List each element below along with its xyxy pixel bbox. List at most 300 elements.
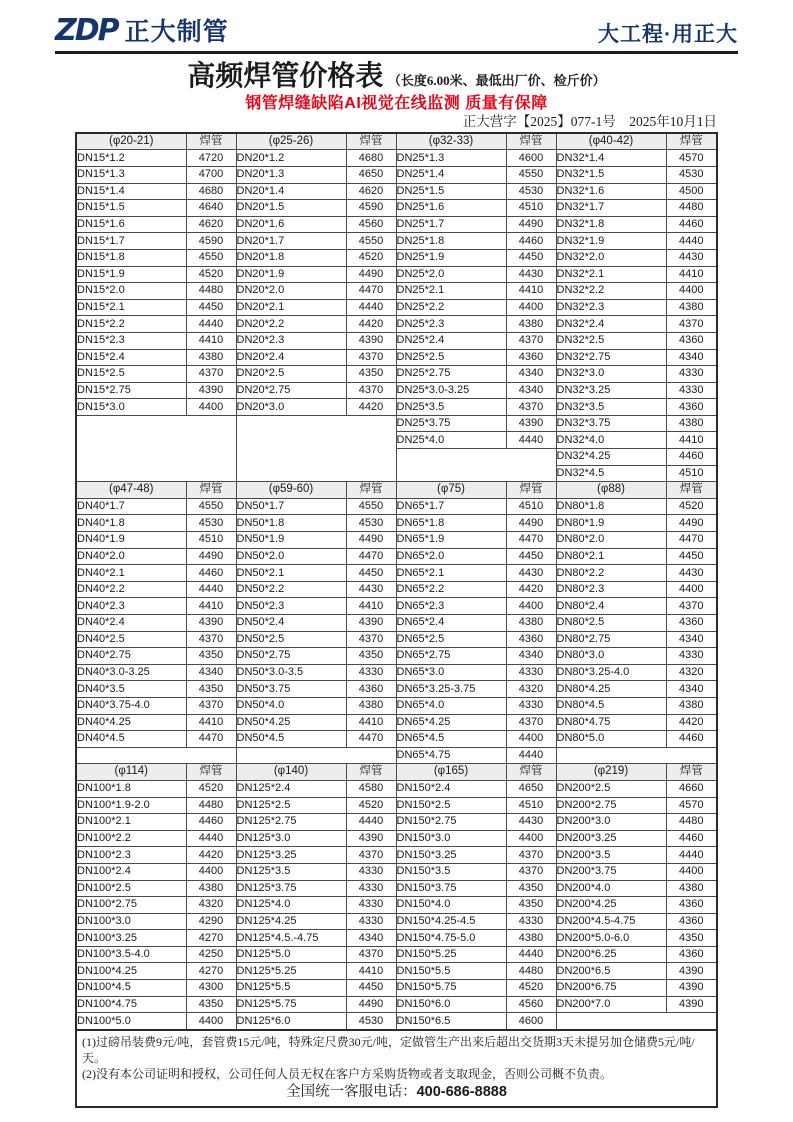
table-row	[76, 780, 717, 797]
spec-cell: DN65*2.0	[396, 548, 506, 565]
spec-cell: DN25*3.75	[396, 415, 506, 432]
spec-cell: DN65*2.1	[396, 565, 506, 582]
hotline-label: 全国统一客服电话：	[286, 1084, 417, 1101]
price-column-label: 焊管	[506, 482, 556, 499]
price-cell: 4530	[346, 1013, 396, 1030]
header-bar	[55, 13, 738, 54]
table-row	[76, 249, 717, 266]
table-row	[76, 697, 717, 714]
price-cell: 4510	[506, 200, 556, 217]
price-cell: 4430	[506, 266, 556, 283]
spec-cell: DN15*2.4	[76, 349, 186, 366]
spec-cell: DN50*4.0	[236, 697, 346, 714]
spec-cell: DN80*2.75	[556, 631, 666, 648]
table-row	[76, 200, 717, 217]
diameter-group-label: (φ32-33)	[396, 133, 506, 150]
price-cell: 4420	[346, 399, 396, 416]
price-cell: 4580	[346, 780, 396, 797]
price-cell: 4390	[666, 980, 717, 997]
spec-cell: DN200*3.0	[556, 814, 666, 831]
price-cell: 4400	[666, 283, 717, 300]
price-cell: 4360	[666, 913, 717, 930]
spec-cell: DN65*4.0	[396, 697, 506, 714]
spec-cell: DN200*5.0-6.0	[556, 930, 666, 947]
spec-cell: DN32*2.75	[556, 349, 666, 366]
price-cell: 4520	[346, 249, 396, 266]
price-cell: 4390	[666, 963, 717, 980]
spec-cell: DN200*2.5	[556, 780, 666, 797]
price-cell: 4320	[666, 664, 717, 681]
price-cell: 4520	[666, 498, 717, 515]
spec-cell: DN200*6.25	[556, 946, 666, 963]
company-logo	[55, 13, 229, 48]
spec-cell: DN25*2.2	[396, 299, 506, 316]
price-cell: 4300	[186, 980, 236, 997]
spec-cell: DN150*4.75-5.0	[396, 930, 506, 947]
price-cell: 4400	[506, 731, 556, 748]
price-cell: 4400	[666, 581, 717, 598]
price-cell: 4460	[666, 830, 717, 847]
spec-cell: DN25*2.5	[396, 349, 506, 366]
price-column-label: 焊管	[186, 482, 236, 499]
spec-cell: DN80*4.25	[556, 681, 666, 698]
price-cell: 4480	[666, 200, 717, 217]
spec-cell: DN25*2.0	[396, 266, 506, 283]
price-cell: 4430	[666, 565, 717, 582]
price-cell: 4410	[666, 432, 717, 449]
spec-cell: DN80*3.0	[556, 648, 666, 665]
price-cell: 4320	[506, 681, 556, 698]
price-cell: 4360	[666, 897, 717, 914]
spec-cell: DN200*3.5	[556, 847, 666, 864]
spec-cell: DN25*1.4	[396, 166, 506, 183]
spec-cell: DN25*1.8	[396, 233, 506, 250]
table-row	[76, 731, 717, 748]
spec-cell: DN25*2.75	[396, 366, 506, 383]
price-cell: 4360	[506, 349, 556, 366]
table-row	[76, 166, 717, 183]
price-cell: 4370	[506, 863, 556, 880]
price-cell: 4350	[186, 648, 236, 665]
spec-cell: DN125*4.25	[236, 913, 346, 930]
diameter-group-label: (φ47-48)	[76, 482, 186, 499]
price-cell: 4330	[346, 880, 396, 897]
price-cell: 4550	[186, 498, 236, 515]
table-row	[76, 913, 717, 930]
spec-cell: DN100*5.0	[76, 1013, 186, 1030]
spec-cell: DN50*2.75	[236, 648, 346, 665]
spec-cell: DN80*5.0	[556, 731, 666, 748]
price-cell: 4720	[186, 150, 236, 167]
spec-cell: DN200*2.75	[556, 797, 666, 814]
spec-cell: DN65*1.9	[396, 532, 506, 549]
spec-cell: DN25*1.6	[396, 200, 506, 217]
price-cell: 4340	[666, 349, 717, 366]
page-title-subtitle: （长度6.00米、最低出厂价、检斤价）	[387, 73, 606, 88]
spec-cell: DN65*2.3	[396, 598, 506, 615]
price-cell: 4400	[186, 399, 236, 416]
price-cell: 4680	[186, 183, 236, 200]
spec-cell: DN150*2.4	[396, 780, 506, 797]
price-cell: 4370	[506, 714, 556, 731]
spec-cell: DN65*2.4	[396, 615, 506, 632]
spec-cell: DN25*3.0-3.25	[396, 382, 506, 399]
spec-cell: DN40*2.4	[76, 615, 186, 632]
spec-cell: DN150*3.75	[396, 880, 506, 897]
diameter-group-label: (φ75)	[396, 482, 506, 499]
price-column-label: 焊管	[186, 764, 236, 781]
section-3-header-row	[76, 764, 717, 781]
spec-cell: DN50*4.25	[236, 714, 346, 731]
price-cell: 4410	[666, 266, 717, 283]
spec-cell: DN150*4.0	[396, 897, 506, 914]
price-cell: 4470	[186, 731, 236, 748]
note-line-2: (2)没有本公司证明和授权，公司任何人员无权在客户方采购货物或者支取现金，否则公司概不负责。	[82, 1067, 612, 1082]
spec-cell: DN50*2.4	[236, 615, 346, 632]
spec-cell: DN15*1.5	[76, 200, 186, 217]
table-row	[76, 980, 717, 997]
diameter-group-label: (φ40-42)	[556, 133, 666, 150]
price-cell: 4440	[346, 814, 396, 831]
price-cell: 4510	[666, 465, 717, 482]
price-cell: 4330	[506, 697, 556, 714]
price-cell: 4640	[186, 200, 236, 217]
spec-cell: DN20*2.5	[236, 366, 346, 383]
spec-cell: DN150*3.0	[396, 830, 506, 847]
empty-cell	[396, 449, 556, 482]
price-cell: 4370	[186, 697, 236, 714]
price-cell: 4600	[506, 150, 556, 167]
diameter-group-label: (φ25-26)	[236, 133, 346, 150]
spec-cell: DN100*2.3	[76, 847, 186, 864]
price-cell: 4340	[666, 631, 717, 648]
empty-cell	[76, 415, 236, 481]
diameter-group-label: (φ140)	[236, 764, 346, 781]
spec-cell: DN100*4.75	[76, 996, 186, 1013]
spec-cell: DN80*4.75	[556, 714, 666, 731]
price-cell: 4340	[506, 648, 556, 665]
spec-cell: DN100*2.5	[76, 880, 186, 897]
price-cell: 4560	[346, 216, 396, 233]
diameter-group-label: (φ165)	[396, 764, 506, 781]
spec-cell: DN125*5.0	[236, 946, 346, 963]
spec-cell: DN50*2.2	[236, 581, 346, 598]
price-cell: 4380	[186, 349, 236, 366]
price-cell: 4390	[346, 830, 396, 847]
price-cell: 4370	[506, 399, 556, 416]
price-cell: 4400	[506, 598, 556, 615]
price-cell: 4410	[346, 598, 396, 615]
price-cell: 4380	[506, 316, 556, 333]
table-row	[76, 183, 717, 200]
logo-zdp-mark: ZDP	[55, 13, 118, 48]
price-cell: 4450	[346, 565, 396, 582]
price-cell: 4290	[186, 913, 236, 930]
spec-cell: DN150*5.75	[396, 980, 506, 997]
price-cell: 4440	[186, 316, 236, 333]
spec-cell: DN50*2.5	[236, 631, 346, 648]
spec-cell: DN32*1.4	[556, 150, 666, 167]
spec-cell: DN32*3.5	[556, 399, 666, 416]
spec-cell: DN80*2.2	[556, 565, 666, 582]
price-cell: 4650	[506, 780, 556, 797]
price-cell: 4340	[506, 382, 556, 399]
price-column-label: 焊管	[346, 764, 396, 781]
price-cell: 4400	[506, 830, 556, 847]
table-row	[76, 664, 717, 681]
price-cell: 4450	[186, 299, 236, 316]
price-cell: 4370	[506, 847, 556, 864]
spec-cell: DN15*1.7	[76, 233, 186, 250]
spec-cell: DN40*1.8	[76, 515, 186, 532]
table-row	[76, 548, 717, 565]
diameter-group-label: (φ20-21)	[76, 133, 186, 150]
spec-cell: DN20*2.4	[236, 349, 346, 366]
spec-cell: DN100*2.2	[76, 830, 186, 847]
spec-cell: DN25*2.3	[396, 316, 506, 333]
spec-cell: DN100*2.4	[76, 863, 186, 880]
table-row	[76, 216, 717, 233]
price-cell: 4420	[666, 714, 717, 731]
spec-cell: DN40*4.25	[76, 714, 186, 731]
price-cell: 4570	[666, 797, 717, 814]
spec-cell: DN125*3.5	[236, 863, 346, 880]
price-cell: 4450	[506, 249, 556, 266]
price-cell: 4250	[186, 946, 236, 963]
spec-cell: DN125*4.0	[236, 897, 346, 914]
price-cell: 4360	[666, 399, 717, 416]
price-cell: 4440	[506, 946, 556, 963]
table-row	[76, 399, 717, 416]
spec-cell: DN100*1.8	[76, 780, 186, 797]
spec-cell: DN150*2.5	[396, 797, 506, 814]
table-row	[76, 150, 717, 167]
price-table	[75, 132, 718, 1031]
price-cell: 4360	[506, 631, 556, 648]
table-row	[76, 631, 717, 648]
price-cell: 4480	[186, 797, 236, 814]
price-cell: 4370	[666, 598, 717, 615]
price-cell: 4330	[346, 863, 396, 880]
price-cell: 4560	[506, 996, 556, 1013]
price-cell: 4410	[186, 714, 236, 731]
spec-cell: DN15*2.75	[76, 382, 186, 399]
spec-cell: DN32*2.0	[556, 249, 666, 266]
price-cell: 4350	[186, 996, 236, 1013]
price-cell: 4530	[186, 515, 236, 532]
spec-cell: DN40*2.0	[76, 548, 186, 565]
spec-cell: DN65*1.7	[396, 498, 506, 515]
spec-cell: DN150*2.75	[396, 814, 506, 831]
price-column-label: 焊管	[666, 764, 717, 781]
spec-cell: DN32*1.7	[556, 200, 666, 217]
price-cell: 4390	[346, 332, 396, 349]
spec-cell: DN40*3.75-4.0	[76, 697, 186, 714]
spec-cell: DN80*1.9	[556, 515, 666, 532]
price-cell: 4480	[186, 283, 236, 300]
spec-cell: DN50*1.7	[236, 498, 346, 515]
spec-cell: DN80*2.3	[556, 581, 666, 598]
spec-cell: DN25*2.4	[396, 332, 506, 349]
spec-cell: DN20*1.6	[236, 216, 346, 233]
spec-cell: DN32*2.1	[556, 266, 666, 283]
price-cell: 4520	[186, 780, 236, 797]
spec-cell: DN25*1.7	[396, 216, 506, 233]
price-cell: 4270	[186, 963, 236, 980]
spec-cell: DN32*4.5	[556, 465, 666, 482]
spec-cell: DN50*1.8	[236, 515, 346, 532]
price-cell: 4460	[666, 216, 717, 233]
table-row	[76, 681, 717, 698]
price-cell: 4550	[186, 249, 236, 266]
price-cell: 4420	[186, 847, 236, 864]
spec-cell: DN125*4.5.-4.75	[236, 930, 346, 947]
spec-cell: DN100*3.0	[76, 913, 186, 930]
price-cell: 4330	[506, 913, 556, 930]
table-row	[76, 266, 717, 283]
price-cell: 4510	[506, 797, 556, 814]
table-row	[76, 847, 717, 864]
price-column-label: 焊管	[666, 133, 717, 150]
price-cell: 4450	[666, 548, 717, 565]
spec-cell: DN65*4.5	[396, 731, 506, 748]
spec-cell: DN40*1.9	[76, 532, 186, 549]
price-cell: 4380	[666, 697, 717, 714]
price-cell: 4440	[506, 747, 556, 764]
page-title: 高频焊管价格表	[187, 61, 384, 92]
price-cell: 4380	[346, 697, 396, 714]
price-cell: 4410	[186, 332, 236, 349]
spec-cell: DN25*4.0	[396, 432, 506, 449]
spec-cell: DN25*1.9	[396, 249, 506, 266]
price-cell: 4460	[506, 233, 556, 250]
spec-cell: DN200*7.0	[556, 996, 666, 1013]
spec-cell: DN15*2.3	[76, 332, 186, 349]
price-cell: 4530	[346, 515, 396, 532]
price-cell: 4350	[346, 366, 396, 383]
spec-cell: DN100*1.9-2.0	[76, 797, 186, 814]
spec-cell: DN150*6.5	[396, 1013, 506, 1030]
spec-cell: DN15*1.2	[76, 150, 186, 167]
spec-cell: DN150*3.25	[396, 847, 506, 864]
spec-cell: DN100*4.5	[76, 980, 186, 997]
spec-cell: DN65*1.8	[396, 515, 506, 532]
price-column-label: 焊管	[346, 133, 396, 150]
table-row	[76, 747, 717, 764]
spec-cell: DN40*3.0-3.25	[76, 664, 186, 681]
price-cell: 4460	[666, 449, 717, 466]
table-row	[76, 498, 717, 515]
price-cell: 4350	[346, 648, 396, 665]
price-cell: 4370	[346, 946, 396, 963]
price-cell: 4340	[506, 366, 556, 383]
spec-cell: DN50*1.9	[236, 532, 346, 549]
table-row	[76, 581, 717, 598]
spec-cell: DN125*5.25	[236, 963, 346, 980]
price-cell: 4330	[346, 664, 396, 681]
price-column-label: 焊管	[506, 764, 556, 781]
price-cell: 4350	[666, 930, 717, 947]
spec-cell: DN65*3.0	[396, 664, 506, 681]
spec-cell: DN20*1.7	[236, 233, 346, 250]
price-cell: 4410	[506, 283, 556, 300]
price-cell: 4370	[346, 382, 396, 399]
price-cell: 4370	[666, 316, 717, 333]
table-row	[76, 714, 717, 731]
spec-cell: DN150*3.5	[396, 863, 506, 880]
spec-cell: DN200*4.0	[556, 880, 666, 897]
price-cell: 4440	[186, 581, 236, 598]
price-cell: 4440	[666, 233, 717, 250]
price-cell: 4370	[346, 631, 396, 648]
spec-cell: DN125*5.75	[236, 996, 346, 1013]
spec-cell: DN150*6.0	[396, 996, 506, 1013]
price-cell: 4400	[666, 863, 717, 880]
spec-cell: DN65*3.25-3.75	[396, 681, 506, 698]
spec-cell: DN20*1.4	[236, 183, 346, 200]
price-cell: 4490	[506, 515, 556, 532]
price-cell: 4450	[506, 548, 556, 565]
spec-cell: DN25*1.3	[396, 150, 506, 167]
price-cell: 4360	[666, 946, 717, 963]
spec-cell: DN15*2.0	[76, 283, 186, 300]
section-2-header-row	[76, 482, 717, 499]
spec-cell: DN100*2.1	[76, 814, 186, 831]
table-row	[76, 963, 717, 980]
spec-cell: DN20*1.9	[236, 266, 346, 283]
spec-cell: DN80*3.25-4.0	[556, 664, 666, 681]
spec-cell: DN125*2.75	[236, 814, 346, 831]
price-cell: 4440	[186, 830, 236, 847]
price-column-label: 焊管	[186, 133, 236, 150]
hotline-line	[82, 1084, 711, 1101]
table-row	[76, 332, 717, 349]
spec-cell: DN200*4.5-4.75	[556, 913, 666, 930]
price-cell: 4370	[346, 847, 396, 864]
spec-cell: DN80*4.5	[556, 697, 666, 714]
price-cell: 4510	[186, 532, 236, 549]
price-column-label: 焊管	[346, 482, 396, 499]
price-cell: 4440	[506, 432, 556, 449]
spec-cell: DN15*1.8	[76, 249, 186, 266]
spec-cell: DN20*2.0	[236, 283, 346, 300]
spec-cell: DN150*5.25	[396, 946, 506, 963]
price-cell: 4570	[666, 150, 717, 167]
price-table-body	[76, 133, 717, 1030]
spec-cell: DN50*4.5	[236, 731, 346, 748]
spec-cell: DN25*1.5	[396, 183, 506, 200]
spec-cell: DN32*2.2	[556, 283, 666, 300]
spec-cell: DN15*1.6	[76, 216, 186, 233]
price-cell: 4400	[506, 299, 556, 316]
price-cell: 4380	[666, 880, 717, 897]
price-cell: 4390	[186, 382, 236, 399]
diameter-group-label: (φ59-60)	[236, 482, 346, 499]
spec-cell: DN50*3.75	[236, 681, 346, 698]
spec-cell: DN32*4.0	[556, 432, 666, 449]
section-1-header-row	[76, 133, 717, 150]
spec-cell: DN20*1.5	[236, 200, 346, 217]
empty-cell	[76, 747, 236, 764]
spec-cell: DN40*2.1	[76, 565, 186, 582]
diameter-group-label: (φ219)	[556, 764, 666, 781]
price-cell: 4620	[186, 216, 236, 233]
header-slogan: 大工程·用正大	[598, 22, 738, 46]
price-cell: 4480	[506, 963, 556, 980]
quality-banner: 钢管焊缝缺陷AI视觉在线监测 质量有保障	[245, 95, 548, 112]
spec-cell: DN65*2.75	[396, 648, 506, 665]
price-cell: 4400	[186, 1013, 236, 1030]
